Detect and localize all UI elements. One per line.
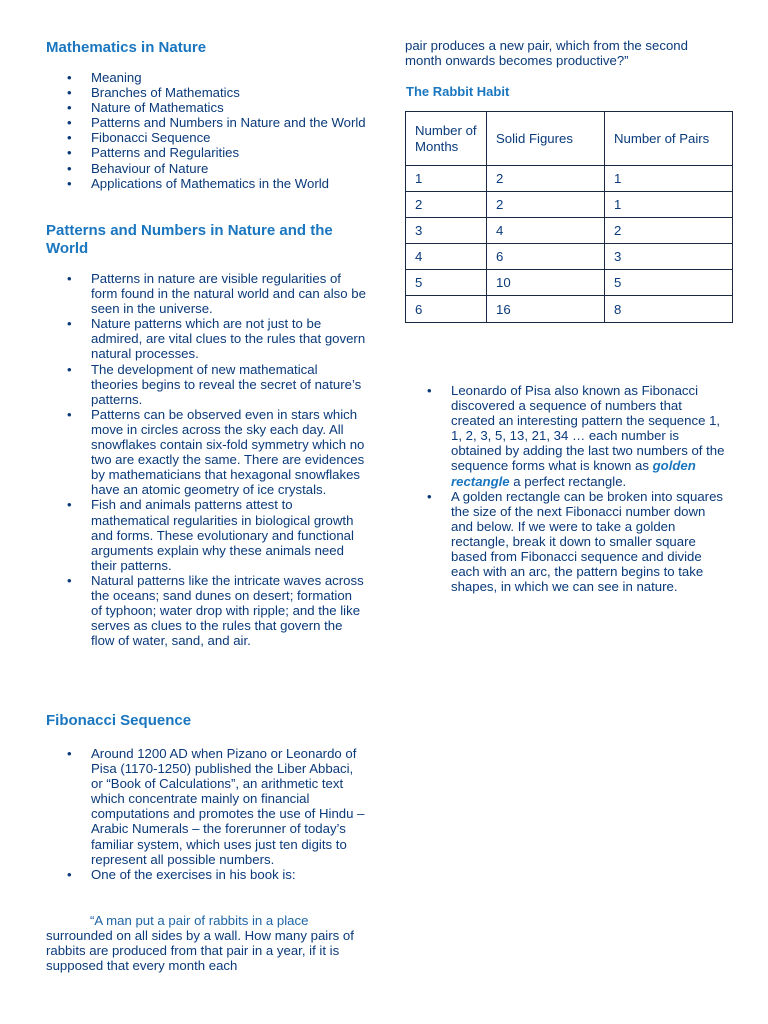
topics-list xyxy=(46,70,366,191)
table-row xyxy=(406,296,733,323)
fibonacci-explanation-item xyxy=(405,383,727,489)
fibonacci-explanation-item: • A golden rectangle can be broken into squares the size of the next Fibonacci number down and below. If we were to take a golden rectangle, break it down to smaller square based from Fibonacci sequence and divide each with an arc, the pattern begins to take shapes, in which we can see in nature. xyxy=(405,489,727,595)
topic-item: • Meaning xyxy=(46,70,366,85)
patterns-item: • Natural patterns like the intricate waves across the oceans; sand dunes on desert; formation of typhoon; water drop with ripple; and the like serves as clues to the rules that govern the flow of water, sand, and air. xyxy=(46,573,366,648)
table-cell: 6 xyxy=(487,244,605,270)
fibonacci-item: • Around 1200 AD when Pizano or Leonardo of Pisa (1170-1250) published the Liber Abbaci, or “Book of Calculations”, an arithmetic text which concentrate mainly on financial computations and promotes the use of Hindu – Arabic Numerals – the forerunner of today’s familiar system, which uses just ten digits to represent all possible numbers. xyxy=(46,746,366,867)
table-cell: 3 xyxy=(406,218,487,244)
table-cell: 2 xyxy=(605,218,733,244)
rabbit-quote-first-line: “A man put a pair of rabbits in a place xyxy=(90,913,309,928)
patterns-item: • Patterns in nature are visible regularities of form found in the natural world and can also be seen in the universe. xyxy=(46,271,366,316)
table-cell: 4 xyxy=(406,244,487,270)
topic-item: • Nature of Mathematics xyxy=(46,100,366,115)
table-header-row xyxy=(406,112,733,166)
table-row xyxy=(406,270,733,296)
patterns-item: • The development of new mathematical theories begins to reveal the secret of nature’s patterns. xyxy=(46,362,366,407)
table-cell: 2 xyxy=(487,192,605,218)
fibonacci-item: • One of the exercises in his book is: xyxy=(46,867,366,882)
topic-item: • Patterns and Regularities xyxy=(46,145,366,160)
patterns-item: • Nature patterns which are not just to be admired, are vital clues to the rules that govern natural processes. xyxy=(46,316,366,361)
rabbit-habit-table xyxy=(405,111,733,323)
topic-item: • Patterns and Numbers in Nature and the World xyxy=(46,115,366,130)
table-cell: 1 xyxy=(406,166,487,192)
rabbit-quote-continued: pair produces a new pair, which from the second month onwards becomes productive?” xyxy=(405,38,688,69)
table-row xyxy=(406,244,733,270)
fibonacci-sequence-text: Leonardo of Pisa also known as Fibonacci discovered a sequence of numbers that created an interesting pattern the sequence 1, 1, 2, 3, 5, 13, 21, 34 … each number is obtained by adding the last two numbers of the sequence forms what is known as xyxy=(451,383,725,474)
table-row xyxy=(406,192,733,218)
table-cell: 6 xyxy=(406,296,487,323)
table-cell: 10 xyxy=(487,270,605,296)
table-title: The Rabbit Habit xyxy=(406,84,510,99)
golden-rectangle-term: golden rectangle xyxy=(451,458,696,489)
header-number-of-months: Number of Months xyxy=(406,112,487,166)
table-cell: 16 xyxy=(487,296,605,323)
table-cell: 8 xyxy=(605,296,733,323)
heading-mathematics-in-nature: Mathematics in Nature xyxy=(46,39,207,56)
header-solid-figures: Solid Figures xyxy=(487,112,605,166)
perfect-rectangle-text: a perfect rectangle. xyxy=(509,473,627,489)
topic-item: • Branches of Mathematics xyxy=(46,85,366,100)
header-number-of-pairs: Number of Pairs xyxy=(605,112,733,166)
table-cell: 4 xyxy=(487,218,605,244)
table-cell: 1 xyxy=(605,192,733,218)
table-cell: 3 xyxy=(605,244,733,270)
topic-item: • Applications of Mathematics in the World xyxy=(46,176,366,191)
topic-item: • Behaviour of Nature xyxy=(46,161,366,176)
table-cell: 2 xyxy=(487,166,605,192)
table-cell: 1 xyxy=(605,166,733,192)
patterns-item: • Patterns can be observed even in stars which move in circles across the sky each day. All snowflakes contain six-fold symmetry which no two are exactly the same. There are evidences by mathematicians that hexagonal snowflakes have an atomic geometry of ice crystals. xyxy=(46,407,366,498)
topic-item: • Fibonacci Sequence xyxy=(46,130,366,145)
heading-patterns-and-numbers: Patterns and Numbers in Nature and the World xyxy=(46,222,333,257)
table-cell: 5 xyxy=(406,270,487,296)
patterns-item: • Fish and animals patterns attest to mathematical regularities in biological growth and forms. These evolutionary and functional arguments explain why these animals need their patterns. xyxy=(46,497,366,572)
rabbit-quote-body: surrounded on all sides by a wall. How many pairs of rabbits are produced from that pair in a year, if it is supposed that every month each xyxy=(46,928,354,974)
fibonacci-list xyxy=(46,746,366,882)
patterns-list xyxy=(46,271,366,648)
table-row xyxy=(406,218,733,244)
table-row xyxy=(406,166,733,192)
heading-fibonacci-sequence: Fibonacci Sequence xyxy=(46,712,192,729)
table-cell: 5 xyxy=(605,270,733,296)
fibonacci-explanation-list xyxy=(405,383,727,594)
table-cell: 2 xyxy=(406,192,487,218)
